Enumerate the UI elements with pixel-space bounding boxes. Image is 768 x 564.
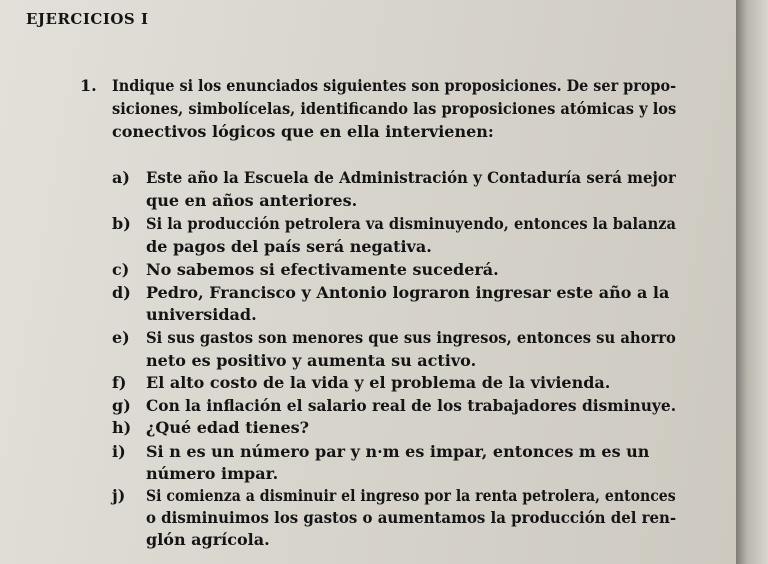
item-d-text: universidad. bbox=[146, 305, 257, 324]
item-a-letter: a) bbox=[112, 168, 130, 187]
exercise-number: 1. bbox=[80, 76, 97, 95]
item-c-text: No sabemos si efectivamente sucederá. bbox=[146, 260, 499, 279]
item-b-text: de pagos del país será negativa. bbox=[146, 237, 432, 256]
item-h-text: ¿Qué edad tienes? bbox=[146, 418, 310, 437]
item-e-text: neto es positivo y aumenta su activo. bbox=[146, 351, 477, 370]
item-g-letter: g) bbox=[112, 396, 131, 415]
section-title: EJERCICIOS I bbox=[26, 10, 149, 28]
item-g-text: Con la inflación el salario real de los trabajadores disminuye. bbox=[146, 396, 677, 415]
item-b-text: Si la producción petrolera va disminuyendo, entonces la balanza bbox=[146, 214, 677, 233]
exercise-prompt-line: conectivos lógicos que en ella intervienen: bbox=[112, 122, 494, 141]
item-d-letter: d) bbox=[112, 283, 131, 302]
item-c-letter: c) bbox=[112, 260, 130, 279]
item-e-letter: e) bbox=[112, 328, 130, 347]
item-j-text: o disminuimos los gastos o aumentamos la producción del ren- bbox=[146, 508, 677, 527]
item-b-letter: b) bbox=[112, 214, 131, 233]
item-h-letter: h) bbox=[112, 418, 132, 437]
item-a-text: que en años anteriores. bbox=[146, 191, 358, 210]
item-i-text: Si n es un número par y n·m es impar, entonces m es un bbox=[146, 442, 650, 461]
item-j-letter: j) bbox=[112, 486, 126, 505]
item-e-text: Si sus gastos son menores que sus ingresos, entonces su ahorro bbox=[146, 328, 676, 347]
item-j-text: Si comienza a disminuir el ingreso por la renta petrolera, entonces bbox=[146, 486, 676, 505]
item-j-text: glón agrícola. bbox=[146, 530, 270, 549]
exercise-prompt-line: Indique si los enunciados siguientes son proposiciones. De ser propo- bbox=[112, 76, 677, 95]
item-a-text: Este año la Escuela de Administración y Contaduría será mejor bbox=[146, 168, 676, 187]
item-i-text: número impar. bbox=[146, 464, 279, 483]
item-f-letter: f) bbox=[112, 373, 127, 392]
exercise-prompt-line: siciones, simbolícelas, identificando las proposiciones atómicas y los bbox=[112, 99, 677, 118]
page-edge-shadow bbox=[736, 0, 768, 564]
item-d-text: Pedro, Francisco y Antonio lograron ingresar este año a la bbox=[146, 283, 670, 302]
item-i-letter: i) bbox=[112, 442, 126, 461]
item-f-text: El alto costo de la vida y el problema de la vivienda. bbox=[146, 373, 611, 392]
